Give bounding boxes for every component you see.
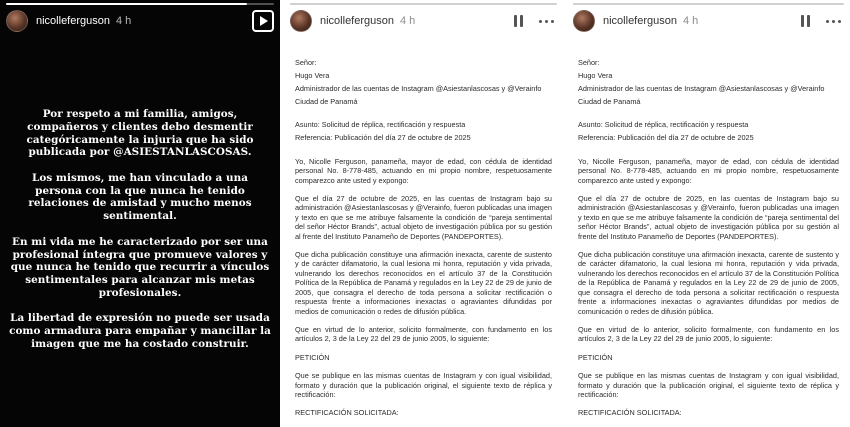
username[interactable]: nicolleferguson (603, 15, 677, 27)
statement-paragraph: Por respeto a mi familia, amigos, compañeros y clientes debo desmentir categóricamente la injuria que ha sido publicada por @ASIESTANLASCOSAS. (26, 108, 254, 159)
story-progress-fill (573, 3, 722, 5)
letter-document (578, 58, 839, 418)
letter-recipient-role: Administrador de las cuentas de Instagram @Asiestanlascosas y @Verainfo (578, 84, 825, 93)
letter-reference: Referencia: Publicación del día 27 de octubre de 2025 (578, 133, 754, 143)
letter-subject: Asunto: Solicitud de réplica, rectificación y respuesta (295, 120, 466, 130)
letter-rectification-heading: RECTIFICACIÓN SOLICITADA: (578, 408, 682, 418)
letter-paragraph: Que dicha publicación constituye una afirmación inexacta, carente de sustento y de carácter difamatorio, la cual lesiona mi honra, reputación y vida privada, vulnerando los derechos reconocidos en el artículo 37 de la Constitución Política de la República de Panamá y regulados en la Ley 22 de 29 de junio de 2005, que consagra el derecho de toda persona a solicitar rectificación o respuesta frente a informaciones inexactas o agraviantes difundidas por medios de comunicación o redes de difusión pública. (578, 250, 839, 316)
pause-button[interactable] (507, 10, 529, 32)
story-header (6, 8, 274, 34)
letter-paragraph: Que el día 27 de octubre de 2025, en las cuentas de Instagram bajo su administración @Asiestanlascosas y @Verainfo, fueron publicadas una imagen y texto en que se me atribuye falsamente la condición de “pareja sentimental del señor Héctor Brands”, actual objeto de investigación pública por su gestión al frente del Instituto Panameño de Deportes (PANDEPORTES). (578, 194, 839, 241)
statement-paragraph: En mi vida me he caracterizado por ser una profesional íntegra que promueve valores y que nunca he tenido que recurrir a vínculos sentimentales para alcanzar mis metas profesionales. (10, 235, 270, 299)
play-icon (252, 10, 274, 32)
post-time: 4 h (400, 15, 416, 27)
more-icon (824, 20, 842, 23)
avatar[interactable] (6, 10, 28, 32)
letter-paragraph: Yo, Nicolle Ferguson, panameña, mayor de edad, con cédula de identidad personal No. 8-778-485, actuando en mi propio nombre, respetuosamente comparezco ante usted y expongo: (578, 156, 839, 185)
letter-city: Ciudad de Panamá (295, 97, 358, 106)
letter-petition-heading: PETICIÓN (295, 352, 330, 362)
letter-paragraph: Que dicha publicación constituye una afirmación inexacta, carente de sustento y de carácter difamatorio, la cual lesiona mi honra, reputación y vida privada, vulnerando los derechos reconocidos en el artículo 37 de la Constitución Política de la República de Panamá y regulados en la Ley 22 de 29 de junio de 2005, que consagra el derecho de toda persona a solicitar rectificación o respuesta frente a informaciones inexactas o agraviantes difundidas por medios de comunicación o redes de difusión pública. (295, 250, 552, 316)
story-progress-fill (290, 3, 437, 5)
avatar[interactable] (290, 10, 312, 32)
story-statement[interactable] (0, 0, 280, 427)
letter-recipient-name: Hugo Vera (578, 71, 613, 80)
story-letter[interactable] (284, 0, 563, 427)
letter-paragraph: Yo, Nicolle Ferguson, panameña, mayor de edad, con cédula de identidad personal No. 8-778-485, actuando en mi propio nombre, respetuosamente comparezco ante usted y expongo: (295, 156, 552, 185)
letter-rectification-heading: RECTIFICACIÓN SOLICITADA: (295, 408, 399, 418)
username[interactable]: nicolleferguson (36, 15, 110, 27)
statement-paragraph: La libertad de expresión no puede ser usada como armadura para empañar y mancillar la imagen que me ha costado construir. (9, 312, 271, 351)
statement-paragraph: Los mismos, me han vinculado a una persona con la que nunca he tenido relaciones de amistad y mucho menos sentimental. (28, 171, 252, 223)
post-time: 4 h (683, 15, 699, 27)
username[interactable]: nicolleferguson (320, 15, 394, 27)
letter-recipient-name: Hugo Vera (295, 71, 330, 80)
letter-recipient-role: Administrador de las cuentas de Instagram @Asiestanlascosas y @Verainfo (295, 84, 542, 93)
story-progress-bar (290, 3, 557, 5)
story-letter[interactable] (567, 0, 850, 427)
story-progress-bar (573, 3, 844, 5)
post-time: 4 h (116, 15, 132, 27)
letter-subject: Asunto: Solicitud de réplica, rectificación y respuesta (578, 120, 749, 130)
letter-salutation: Señor: (578, 58, 600, 67)
pause-button[interactable] (794, 10, 816, 32)
story-progress-bar (6, 3, 274, 5)
letter-paragraph: Que en virtud de lo anterior, solicito formalmente, con fundamento en los artículos 2, 3 de la Ley 22 del 29 de junio 2005, lo siguiente: (295, 324, 552, 344)
letter-paragraph: Que se publique en las mismas cuentas de Instagram y con igual visibilidad, formato y duración que la publicación original, el siguiente texto de réplica y rectificación: (295, 371, 552, 399)
pause-icon (512, 15, 524, 27)
letter-paragraph: Que el día 27 de octubre de 2025, en las cuentas de Instagram bajo su administración @Asiestanlascosas y @Verainfo, fueron publicadas una imagen y texto en que se me atribuye falsamente la condición de “pareja sentimental del señor Héctor Brands”, actual objeto de investigación pública por su gestión al frente del Instituto Panameño de Deportes (PANDEPORTES). (295, 194, 552, 241)
more-options-button[interactable] (535, 10, 557, 32)
letter-salutation: Señor: (295, 58, 317, 67)
story-progress-fill (6, 3, 247, 5)
letter-paragraph: Que se publique en las mismas cuentas de Instagram y con igual visibilidad, formato y duración que la publicación original, el siguiente texto de réplica y rectificación: (578, 371, 839, 399)
letter-paragraph: Que en virtud de lo anterior, solicito formalmente, con fundamento en los artículos 2, 3 de la Ley 22 del 29 de junio 2005, lo siguiente: (578, 324, 839, 344)
story-header (290, 8, 557, 34)
story-header (573, 8, 844, 34)
avatar[interactable] (573, 10, 595, 32)
letter-petition-heading: PETICIÓN (578, 352, 613, 362)
letter-reference: Referencia: Publicación del día 27 de octubre de 2025 (295, 133, 471, 143)
pause-icon (799, 15, 811, 27)
letter-city: Ciudad de Panamá (578, 97, 641, 106)
letter-document (295, 58, 552, 418)
more-options-button[interactable] (822, 10, 844, 32)
play-button[interactable] (252, 10, 274, 32)
more-icon (537, 20, 555, 23)
statement-text (8, 108, 272, 364)
